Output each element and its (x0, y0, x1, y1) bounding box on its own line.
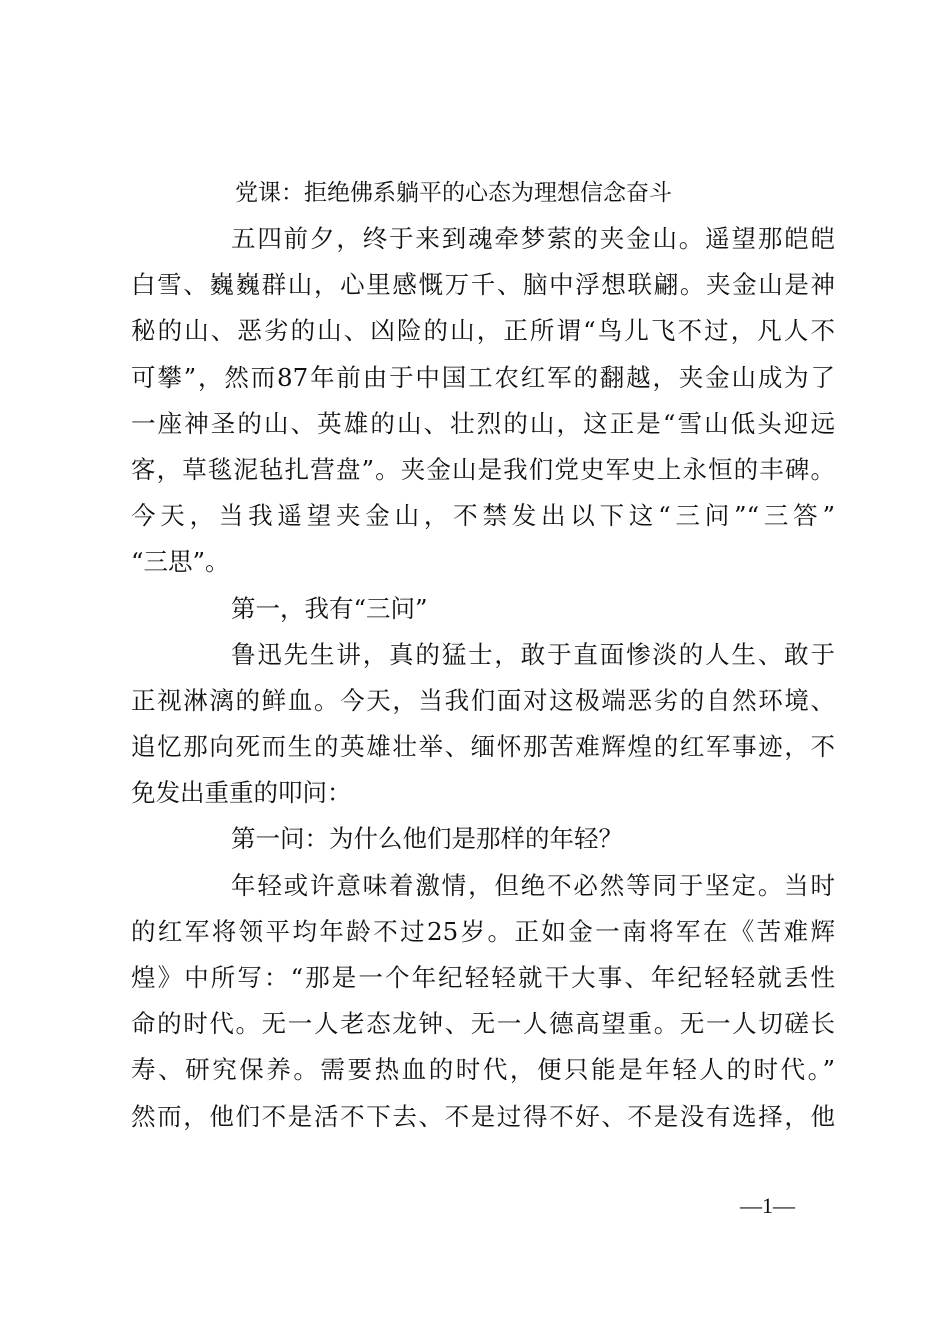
paragraph-line: 煌》中所写：“那是一个年纪轻轻就干大事、年纪轻轻就丢性 (131, 963, 835, 992)
paragraph-line: 免发出重重的叩问： (131, 778, 352, 808)
section-heading: 第一，我有“三问” (231, 593, 428, 623)
paragraph-line: 五四前夕，终于来到魂牵梦萦的夹金山。遥望那皑皑 (231, 224, 835, 253)
document-body (131, 178, 835, 1140)
paragraph-line: 鲁迅先生讲，真的猛士，敢于直面惨淡的人生、敢于 (231, 639, 835, 669)
paragraph-line: 白雪、巍巍群山，心里感慨万千、脑中浮想联翩。夹金山是神 (131, 270, 835, 300)
paragraph-line: 寿、研究保养。需要热血的时代，便只能是年轻人的时代。” (131, 1055, 835, 1085)
paragraph-line: 追忆那向死而生的英雄壮举、缅怀那苦难辉煌的红军事迹，不 (131, 732, 835, 762)
paragraph-line: “三思”。 (131, 547, 230, 577)
page-number: —1— (740, 1193, 795, 1218)
paragraph-line: 的红军将领平均年龄不过25岁。正如金一南将军在《苦难辉 (131, 916, 835, 946)
paragraph-line: 一座神圣的山、英雄的山、壮烈的山，这正是“雪山低头迎远 (131, 408, 835, 438)
paragraph-line: 命的时代。无一人老态龙钟、无一人德高望重。无一人切磋长 (131, 1009, 835, 1039)
paragraph-line: 秘的山、恶劣的山、凶险的山，正所谓“鸟儿飞不过，凡人不 (131, 316, 835, 346)
paragraph-line: 年轻或许意味着激情，但绝不必然等同于坚定。当时 (231, 870, 835, 900)
subsection-heading: 第一问：为什么他们是那样的年轻？ (231, 824, 623, 854)
paragraph-line: 正视淋漓的鲜血。今天，当我们面对这极端恶劣的自然环境、 (131, 685, 835, 715)
document-title: 党课：拒绝佛系躺平的心态为理想信念奋斗 (235, 180, 672, 206)
paragraph-line: 客，草毯泥毡扎营盘”。夹金山是我们党史军史上永恒的丰碑。 (131, 454, 835, 484)
paragraph-line: 今天，当我遥望夹金山，不禁发出以下这“三问”“三答” (131, 501, 835, 531)
paragraph-line: 可攀”，然而87年前由于中国工农红军的翻越，夹金山成为了 (131, 362, 835, 392)
paragraph-line: 然而，他们不是活不下去、不是过得不好、不是没有选择，他 (131, 1101, 835, 1131)
